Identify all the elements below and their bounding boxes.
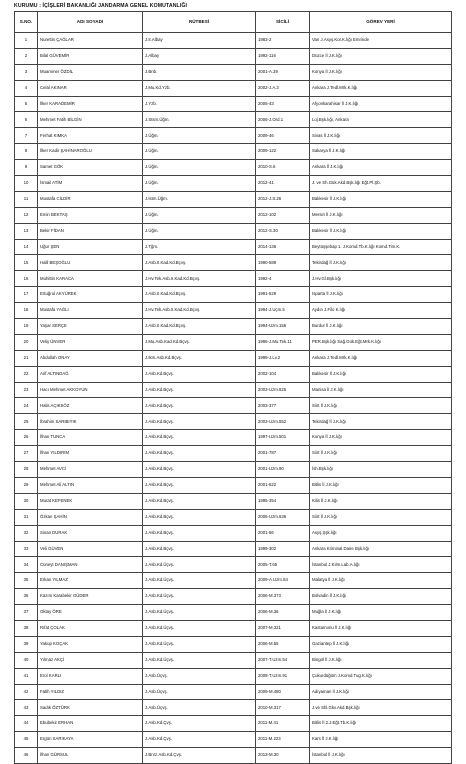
table-row (15, 398, 452, 414)
table-row (15, 223, 452, 239)
table-row (15, 207, 452, 223)
cell-name: Mehmet Fatih BİLGİN (38, 112, 143, 128)
cell-sno: 40 (15, 652, 38, 668)
cell-duty-station: Düzce İl J.K.lığı (310, 48, 452, 64)
cell-registry: 1994-Uzm.156 (256, 319, 310, 335)
cell-registry: 2012-102 (256, 207, 310, 223)
cell-name: Özkan ŞAHİN (38, 509, 143, 525)
cell-registry: 2011-M.41 (256, 716, 310, 732)
cell-name: Mehmet Ali ALTIN (38, 477, 143, 493)
cell-registry: 2001-56 (256, 525, 310, 541)
table-row (15, 716, 452, 732)
cell-registry: 2005-Uzm.636 (256, 509, 310, 525)
table-row (15, 303, 452, 319)
cell-rank: J.Asb.Kd.Bçvş. (143, 446, 256, 462)
cell-name: Rıfat ÇOLAK (38, 620, 143, 636)
table-row (15, 462, 452, 478)
cell-rank: J.Asb.Kd.Bçvş. (143, 462, 256, 478)
cell-sno: 25 (15, 414, 38, 430)
cell-registry: 1992-116 (256, 48, 310, 64)
table-row (15, 271, 452, 287)
table-row (15, 732, 452, 748)
cell-name: Mehmet AVCI (38, 462, 143, 478)
table-row (15, 430, 452, 446)
cell-name: Bekir FİDAN (38, 223, 143, 239)
cell-registry: 2007-T.Uzm.54 (256, 652, 310, 668)
cell-rank: J.Bnrz.Asb.Kd.Çvş. (143, 748, 256, 764)
table-row (15, 144, 452, 160)
cell-rank: J.Yzb. (143, 96, 256, 112)
cell-rank: J.Üğm. (143, 144, 256, 160)
cell-name: Hacı Mehmet AKKOYUN (38, 382, 143, 398)
cell-name: Oktay ÖRE (38, 605, 143, 621)
cell-name: Sadık ÖZTÜRK (38, 700, 143, 716)
cell-registry: 2009-46 (256, 128, 310, 144)
cell-rank: J.Üğm. (143, 207, 256, 223)
cell-duty-station: Van J.Asyş.Kor.K.lığı Emrinde (310, 33, 452, 49)
cell-name: İlhan GÜRSUL (38, 748, 143, 764)
cell-duty-station: J. ve Sh.Gük.Akd.Bşk.lığı Eğt.Pl.Şb. (310, 176, 452, 192)
cell-rank: J.Tğm. (143, 239, 256, 255)
cell-duty-station: Bolvadin İl J.K.lığı (310, 589, 452, 605)
cell-registry: 1999-J.Lv.2 (256, 350, 310, 366)
table-row (15, 96, 452, 112)
cell-sno: 22 (15, 366, 38, 382)
cell-duty-station: Balıkesir İl J.K.lığı (310, 191, 452, 207)
cell-rank: J.Asb.Kd.Bçvş. (143, 477, 256, 493)
cell-registry: 2002-104 (256, 366, 310, 382)
cell-registry: 1994-J.Uçm.5 (256, 303, 310, 319)
cell-duty-station: Balıkesir İl J.K.lığı (310, 366, 452, 382)
table-row (15, 605, 452, 621)
cell-sno: 5 (15, 96, 38, 112)
cell-sno: 21 (15, 350, 38, 366)
cell-rank: J.Asb.Üçvş. (143, 684, 256, 700)
cell-registry: 2003-377 (256, 398, 310, 414)
cell-rank: J.Asb.Kd.Bçvş. (143, 430, 256, 446)
cell-duty-station: Afyonkarahisar İl J.K.lığı (310, 96, 452, 112)
cell-duty-station: J.ve Shl.Gkv.Akd.Bşk.lığı (310, 700, 452, 716)
cell-rank: J.Asb.Kd.Bçvş. (143, 509, 256, 525)
table-row (15, 334, 452, 350)
cell-rank: J.Bnb. (143, 64, 256, 80)
cell-sno: 12 (15, 207, 38, 223)
cell-sno: 26 (15, 430, 38, 446)
cell-name: Erol KARLI (38, 668, 143, 684)
cell-duty-station: Siirt İl J.K.lığı (310, 509, 452, 525)
cell-duty-station: İstanbul İl J.K.lığı (310, 748, 452, 764)
cell-name: Ergün SARIKAYA (38, 732, 143, 748)
table-row (15, 541, 452, 557)
cell-sno: 41 (15, 668, 38, 684)
cell-rank: J.Hv.Tek.Asb.II.Kad.Kd.Bçvş. (143, 271, 256, 287)
table-row (15, 287, 452, 303)
cell-registry: 2006-M.36 (256, 605, 310, 621)
cell-registry: 2001-622 (256, 477, 310, 493)
cell-registry: 2006-J.Ord.1 (256, 112, 310, 128)
table-row (15, 350, 452, 366)
table-row (15, 64, 452, 80)
cell-registry: 2014-136 (256, 239, 310, 255)
cell-duty-station: İstanbul J.Kılm.Lab.A.lığı (310, 557, 452, 573)
table-row (15, 700, 452, 716)
cell-rank: J.Asb.Kd.Bçvş. (143, 414, 256, 430)
cell-rank: J.Asb.II.Kad.Kd.Bçvş. (143, 319, 256, 335)
cell-duty-station: Loj.Bşk.lığı, Ankara (310, 112, 452, 128)
cell-sno: 34 (15, 557, 38, 573)
cell-duty-station: İsh.Bşk.lığı (310, 462, 452, 478)
cell-sno: 2 (15, 48, 38, 64)
table-row (15, 446, 452, 462)
cell-registry: 1991-529 (256, 287, 310, 303)
cell-name: Mustafa CİLDİR (38, 191, 143, 207)
cell-rank: J.Mu.Kd.Yzb. (143, 80, 256, 96)
cell-duty-station: Çukurdüğüm J.Komd.Tug.K.lığı (310, 668, 452, 684)
cell-rank: J.Asb.Kd.Üçvş. (143, 636, 256, 652)
cell-sno: 11 (15, 191, 38, 207)
cell-duty-station: Kars İl J.K.lığı (310, 732, 452, 748)
table-row (15, 589, 452, 605)
cell-registry: 1996-J.Mu.Tek.11 (256, 334, 310, 350)
cell-sno: 36 (15, 589, 38, 605)
cell-duty-station: Siirt İl J.K.lığı (310, 446, 452, 462)
cell-rank: J.Albay (143, 48, 256, 64)
cell-duty-station: Malatya İl J.K.lığı (310, 573, 452, 589)
cell-sno: 10 (15, 176, 38, 192)
cell-rank: J.Asb.Kd.Üçvş. (143, 620, 256, 636)
cell-registry: 2007-M.321 (256, 620, 310, 636)
cell-registry: 1995-354 (256, 493, 310, 509)
cell-name: Yılmaz AKÇİ (38, 652, 143, 668)
table-header-row (15, 12, 452, 33)
cell-duty-station: Sivas İl J.K.lığı (310, 128, 452, 144)
cell-sno: 8 (15, 144, 38, 160)
cell-sno: 31 (15, 509, 38, 525)
table-row (15, 191, 452, 207)
cell-name: İsmail ATİM (38, 176, 143, 192)
table-row (15, 160, 452, 176)
cell-rank: J.Asb.Kd.Çvş. (143, 732, 256, 748)
cell-sno: 46 (15, 748, 38, 764)
cell-name: Halis AÇIKSÖZ (38, 398, 143, 414)
cell-name: İlhan YILDIRIM (38, 446, 143, 462)
cell-name: Veli GÜVEN (38, 541, 143, 557)
cell-sno: 15 (15, 255, 38, 271)
cell-duty-station: Ankara Kriminal Daire Bşk.lığı (310, 541, 452, 557)
cell-sno: 19 (15, 319, 38, 335)
cell-registry: 2003-Uzm.825 (256, 382, 310, 398)
cell-rank: J.Ir.Albay (143, 33, 256, 49)
cell-duty-station: Gaziantep İl J.K.lığı (310, 636, 452, 652)
cell-name: Mustafa YAĞLI (38, 303, 143, 319)
cell-registry: 2010-S.6 (256, 160, 310, 176)
cell-sno: 35 (15, 573, 38, 589)
cell-duty-station: Bitlis İl J.K.lığı (310, 477, 452, 493)
cell-name: Sinan DURAK (38, 525, 143, 541)
cell-registry: 2009-A.Uzm.84 (256, 573, 310, 589)
table-row (15, 80, 452, 96)
table-row (15, 636, 452, 652)
cell-sno: 1 (15, 33, 38, 49)
table-body (15, 33, 452, 764)
table-row (15, 557, 452, 573)
cell-rank: J.Asb.Kd.Üçvş. (143, 573, 256, 589)
table-row (15, 620, 452, 636)
cell-name: Kazım Karabekir GÜDER (38, 589, 143, 605)
column-header-sno: S.NO. (15, 12, 38, 33)
cell-registry: 2009-122 (256, 144, 310, 160)
cell-name: Murat KEFENEK (38, 493, 143, 509)
cell-duty-station: Konya İl J.K.lığı (310, 64, 452, 80)
cell-rank: J.Üğm. (143, 160, 256, 176)
cell-rank: J.Hv.Tek.Asb.II.Kad.Kd.Bçvş. (143, 303, 256, 319)
cell-duty-station: Adıyaman İl J.K.lığı (310, 684, 452, 700)
cell-registry: 2001-Uzm.90 (256, 462, 310, 478)
cell-name: Samet GÖK (38, 160, 143, 176)
cell-duty-station: Asyş.Şşk.lığı (310, 525, 452, 541)
cell-sno: 29 (15, 477, 38, 493)
cell-name: Muhittin KARACA (38, 271, 143, 287)
cell-duty-station: Kastamonu İl J.K.lığı (310, 620, 452, 636)
cell-name: Uğur ŞEN (38, 239, 143, 255)
personnel-table (14, 11, 452, 764)
cell-sno: 17 (15, 287, 38, 303)
cell-duty-station: Siirt İl J.K.lığı (310, 398, 452, 414)
cell-duty-station: Balıkesir İl J.K.lığı (310, 223, 452, 239)
cell-registry: 1997-Uzm.501 (256, 430, 310, 446)
cell-rank: J.Asb.II.Kad.Kd.Bçvş. (143, 255, 256, 271)
cell-duty-station: Isparta İl J.K.lığı (310, 287, 452, 303)
cell-registry: 2005-T.65 (256, 557, 310, 573)
cell-name: Arif ALTINDAĞ (38, 366, 143, 382)
table-row (15, 477, 452, 493)
cell-sno: 39 (15, 636, 38, 652)
cell-duty-station: Burdur İl J.K.lığı (310, 319, 452, 335)
cell-name: İbrahim SARIBIYIK (38, 414, 143, 430)
cell-name: Yakup KOÇAK (38, 636, 143, 652)
cell-registry: 2002-J.A.3 (256, 80, 310, 96)
cell-duty-station: Tekirdağ İl J.K.lığı (310, 414, 452, 430)
cell-rank: J.Asb.Kd.Bçvş. (143, 366, 256, 382)
cell-registry: 1983-2 (256, 33, 310, 49)
cell-rank: J.Asb.Kd.Çvş. (143, 716, 256, 732)
table-row (15, 573, 452, 589)
cell-duty-station: Kilis İl J.K.lığı (310, 493, 452, 509)
cell-duty-station: Bitlis İl 2.J.Eğt.Tb.K.lığı (310, 716, 452, 732)
cell-name: Veliş ÜNVER (38, 334, 143, 350)
cell-rank: J.Asb.Kd.Bçvş. (143, 493, 256, 509)
cell-name: Erkan YILMAZ (38, 573, 143, 589)
table-row (15, 748, 452, 764)
cell-sno: 23 (15, 382, 38, 398)
cell-duty-station: J.Hv.Gl.Bşk.lığı (310, 271, 452, 287)
cell-name: Muammer ÖZDİL (38, 64, 143, 80)
cell-sno: 37 (15, 605, 38, 621)
cell-sno: 20 (15, 334, 38, 350)
cell-registry: 2010-M.317 (256, 700, 310, 716)
cell-rank: J.Asb.Kd.Bçvş. (143, 398, 256, 414)
cell-sno: 9 (15, 160, 38, 176)
cell-sno: 16 (15, 271, 38, 287)
cell-name: Abdullah ONAY (38, 350, 143, 366)
cell-registry: 1992-4 (256, 271, 310, 287)
table-row (15, 319, 452, 335)
cell-registry: 2006-M.55 (256, 636, 310, 652)
cell-registry: 2012-S.30 (256, 223, 310, 239)
table-row (15, 48, 452, 64)
cell-sno: 18 (15, 303, 38, 319)
cell-rank: J.Asb.Kd.Bçvş. (143, 541, 256, 557)
cell-rank: J.Stsm.Üğm. (143, 112, 256, 128)
cell-registry: 2012-J.S.26 (256, 191, 310, 207)
cell-rank: J.Asb.Kd.Bçvş. (143, 382, 256, 398)
cell-sno: 24 (15, 398, 38, 414)
table-row (15, 112, 452, 128)
cell-name: Ferhat KIMKA (38, 128, 143, 144)
cell-name: Nurettin ÇAĞLAR (38, 33, 143, 49)
cell-rank: J.Asb.Kd.Bçvş. (143, 525, 256, 541)
cell-sno: 32 (15, 525, 38, 541)
cell-registry: 1999-302 (256, 541, 310, 557)
cell-duty-station: Manisa İl J.K.lığı (310, 382, 452, 398)
cell-name: İlker KARADEMİR (38, 96, 143, 112)
cell-rank: J.Asb.Üçvş. (143, 668, 256, 684)
table-row (15, 684, 452, 700)
cell-rank: J.Asb.Kd.Üçvş. (143, 557, 256, 573)
table-row (15, 382, 452, 398)
cell-rank: J.Mu.Asb.Kad.Kd.Bçvş. (143, 334, 256, 350)
table-row (15, 509, 452, 525)
column-header-rank: RÜTBESİ (143, 12, 256, 33)
cell-duty-station: PER.Bşk.lığı Sağ.Gük.Eğt.Mrk.K.lığı (310, 334, 452, 350)
cell-name: İlhan TUNCA (38, 430, 143, 446)
cell-duty-station: Ankara J.Tedl.Mrk.K.lığı (310, 350, 452, 366)
cell-name: Bilal GÜVEMİR (38, 48, 143, 64)
table-row (15, 176, 452, 192)
table-row (15, 668, 452, 684)
cell-registry: 2011-M.223 (256, 732, 310, 748)
cell-rank: J.Üğm. (143, 223, 256, 239)
table-row (15, 525, 452, 541)
cell-duty-station: Ankara İl J.K.lığı (310, 160, 452, 176)
column-header-duty-station: GÖREV YERİ (310, 12, 452, 33)
cell-name: Emin BEKTAŞ (38, 207, 143, 223)
cell-duty-station: Beytüşşebap 1. J.Komd.Tb.K.lığı Komd.Tim.K. (310, 239, 452, 255)
cell-rank: J.Asb.Kd.Üçvş. (143, 605, 256, 621)
cell-sno: 13 (15, 223, 38, 239)
table-row (15, 239, 452, 255)
cell-name: Halil BEŞOĞLU (38, 255, 143, 271)
cell-sno: 30 (15, 493, 38, 509)
table-row (15, 414, 452, 430)
cell-rank: J.Ikm.Asb.Kd.Bçvş. (143, 350, 256, 366)
cell-sno: 33 (15, 541, 38, 557)
cell-rank: J.Asb.II.Kad.Kd.Bçvş. (143, 287, 256, 303)
cell-registry: 2001-787 (256, 446, 310, 462)
cell-name: Yaşar SERÇE (38, 319, 143, 335)
cell-duty-station: Sakarya İl J.K.lığı (310, 144, 452, 160)
cell-sno: 44 (15, 716, 38, 732)
cell-duty-station: Bingöl İl J.K.lığı (310, 652, 452, 668)
cell-sno: 43 (15, 700, 38, 716)
page-title: KURUMU : İÇİŞLERİ BAKANLIĞI JANDARMA GENEL KOMUTANLIĞI (14, 3, 188, 9)
cell-registry: 2008-T.Uzm.91 (256, 668, 310, 684)
cell-duty-station: Konya İl J.K.lığı (310, 430, 452, 446)
cell-name: Ertuğrul AKYÜREK (38, 287, 143, 303)
table-row (15, 493, 452, 509)
cell-registry: 2012-41 (256, 176, 310, 192)
cell-rank: J.Üğm. (143, 176, 256, 192)
cell-registry: 2009-M.480 (256, 684, 310, 700)
cell-sno: 27 (15, 446, 38, 462)
cell-duty-station: Tekirdağ İl J.K.lığı (310, 255, 452, 271)
cell-sno: 42 (15, 684, 38, 700)
cell-sno: 14 (15, 239, 38, 255)
cell-registry: 1990-589 (256, 255, 310, 271)
cell-rank: J.Asb.Kd.Üçvş. (143, 589, 256, 605)
cell-duty-station: Mersin İl J.K.lığı (310, 207, 452, 223)
cell-name: Celal AKINAR (38, 80, 143, 96)
table-row (15, 33, 452, 49)
cell-rank: J.Asb.Kd.Üçvş. (143, 652, 256, 668)
cell-rank: J.Asb.Üçvş. (143, 700, 256, 716)
cell-sno: 4 (15, 80, 38, 96)
cell-name: Cüneyt DANIŞMAN (38, 557, 143, 573)
cell-duty-station: Aydın J.Filo K.lığı (310, 303, 452, 319)
table-row (15, 255, 452, 271)
cell-rank: J.Istm.Üğm. (143, 191, 256, 207)
cell-registry: 2003-Uzm.552 (256, 414, 310, 430)
table-row (15, 366, 452, 382)
cell-rank: J.Üğm. (143, 128, 256, 144)
column-header-name: ADI SOYADI (38, 12, 143, 33)
cell-sno: 7 (15, 128, 38, 144)
cell-name: İlker Kadir ŞAHİNAROĞLU (38, 144, 143, 160)
cell-sno: 3 (15, 64, 38, 80)
cell-duty-station: Muğla İl J.K.lığı (310, 605, 452, 621)
cell-duty-station: Ankara J.Tedl.Mrk.K.lığı (310, 80, 452, 96)
column-header-registry: SİCİLİ (256, 12, 310, 33)
cell-registry: 2005-43 (256, 96, 310, 112)
table-row (15, 128, 452, 144)
cell-sno: 45 (15, 732, 38, 748)
cell-registry: 2001-A.39 (256, 64, 310, 80)
cell-sno: 38 (15, 620, 38, 636)
cell-registry: 2006-M.373 (256, 589, 310, 605)
cell-name: Ebubekir ERHAN (38, 716, 143, 732)
cell-sno: 6 (15, 112, 38, 128)
cell-name: Fatih YILDIZ (38, 684, 143, 700)
table-row (15, 652, 452, 668)
cell-sno: 28 (15, 462, 38, 478)
cell-registry: 2013-M.30 (256, 748, 310, 764)
